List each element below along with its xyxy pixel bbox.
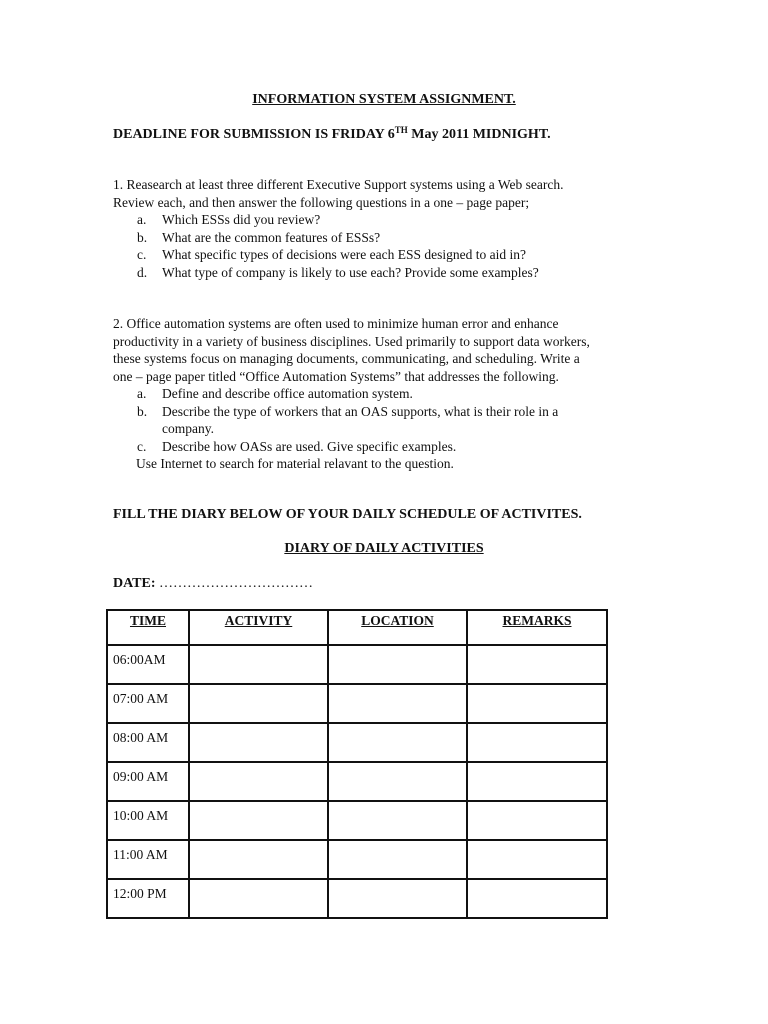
table-row <box>107 801 607 840</box>
time-cell: 06:00AM <box>107 645 189 684</box>
location-cell[interactable] <box>328 684 467 723</box>
date-label: DATE: <box>113 576 156 591</box>
list-item-text: Which ESSs did you review? <box>162 212 321 227</box>
table-row <box>107 879 607 918</box>
list-marker: b. <box>137 403 148 419</box>
column-header-location: LOCATION <box>328 610 467 645</box>
time-cell: 08:00 AM <box>107 723 189 762</box>
question-2-text <box>113 315 590 385</box>
list-item-continuation: company. <box>162 421 214 436</box>
table-row <box>107 645 607 684</box>
list-marker: b. <box>137 229 148 245</box>
activity-cell[interactable] <box>189 840 328 879</box>
table-row <box>107 840 607 879</box>
question-1-list <box>137 211 539 281</box>
list-marker: a. <box>137 212 147 227</box>
list-item <box>137 211 539 229</box>
list-item <box>137 438 558 456</box>
location-cell[interactable] <box>328 645 467 684</box>
question-2-line: productivity in a variety of business disciplines. Used primarily to support data workers, <box>113 333 590 349</box>
remarks-cell[interactable] <box>467 684 607 723</box>
time-cell: 09:00 AM <box>107 762 189 801</box>
assignment-title: INFORMATION SYSTEM ASSIGNMENT. <box>252 92 516 107</box>
remarks-cell[interactable] <box>467 801 607 840</box>
column-header-activity: ACTIVITY <box>189 610 328 645</box>
remarks-cell[interactable] <box>467 645 607 684</box>
list-item <box>137 403 558 438</box>
list-item <box>137 246 539 264</box>
schedule-table <box>106 609 608 919</box>
list-item-text: Define and describe office automation system. <box>162 386 413 401</box>
table-row <box>107 723 607 762</box>
location-cell[interactable] <box>328 762 467 801</box>
time-cell: 11:00 AM <box>107 840 189 879</box>
fill-instruction: FILL THE DIARY BELOW OF YOUR DAILY SCHEDULE OF ACTIVITES. <box>113 507 582 522</box>
activity-cell[interactable] <box>189 723 328 762</box>
list-item <box>137 229 539 247</box>
question-2-line: one – page paper titled “Office Automation Systems” that addresses the following. <box>113 368 559 384</box>
question-1-line: 1. Reasearch at least three different Executive Support systems using a Web search. <box>113 177 564 192</box>
list-marker: d. <box>137 264 148 280</box>
activity-cell[interactable] <box>189 762 328 801</box>
list-item-text: What specific types of decisions were each ESS designed to aid in? <box>162 247 527 262</box>
deadline-suffix: May 2011 MIDNIGHT. <box>407 127 551 142</box>
location-cell[interactable] <box>328 801 467 840</box>
question-1-line: Review each, and then answer the following questions in a one – page paper; <box>113 194 530 210</box>
activity-cell[interactable] <box>189 645 328 684</box>
list-item-text: Describe the type of workers that an OAS supports, what is their role in a <box>162 403 559 419</box>
remarks-cell[interactable] <box>467 723 607 762</box>
date-line <box>113 576 313 592</box>
location-cell[interactable] <box>328 840 467 879</box>
question-2-list <box>137 385 558 455</box>
table-row <box>107 762 607 801</box>
location-cell[interactable] <box>328 723 467 762</box>
list-marker: a. <box>137 386 147 401</box>
activity-cell[interactable] <box>189 801 328 840</box>
remarks-cell[interactable] <box>467 879 607 918</box>
deadline-superscript: TH <box>394 125 408 135</box>
time-cell: 10:00 AM <box>107 801 189 840</box>
question-2-line: 2. Office automation systems are often used to minimize human error and enhance <box>113 316 559 331</box>
question-2-line: these systems focus on managing documents, communicating, and scheduling. Write a <box>113 351 580 366</box>
list-marker: c. <box>137 438 147 454</box>
question-1-text <box>113 176 564 211</box>
deadline-line <box>113 125 551 143</box>
time-cell: 07:00 AM <box>107 684 189 723</box>
list-item <box>137 385 558 403</box>
table-row <box>107 684 607 723</box>
activity-cell[interactable] <box>189 684 328 723</box>
list-marker: c. <box>137 247 147 262</box>
list-item-text: Describe how OASs are used. Give specific examples. <box>162 438 457 454</box>
list-item-text: What type of company is likely to use each? Provide some examples? <box>162 264 539 280</box>
table-header-row <box>107 610 607 645</box>
deadline-prefix: DEADLINE FOR SUBMISSION IS FRIDAY 6 <box>113 127 395 142</box>
location-cell[interactable] <box>328 879 467 918</box>
list-item-text: What are the common features of ESSs? <box>162 229 381 245</box>
date-blank: …………………………… <box>155 576 314 591</box>
list-item <box>137 264 539 282</box>
activity-cell[interactable] <box>189 879 328 918</box>
remarks-cell[interactable] <box>467 762 607 801</box>
question-2-note: Use Internet to search for material relavant to the question. <box>136 456 454 471</box>
remarks-cell[interactable] <box>467 840 607 879</box>
diary-title: DIARY OF DAILY ACTIVITIES <box>284 541 484 556</box>
column-header-remarks: REMARKS <box>467 610 607 645</box>
column-header-time: TIME <box>107 610 189 645</box>
time-cell: 12:00 PM <box>107 879 189 918</box>
